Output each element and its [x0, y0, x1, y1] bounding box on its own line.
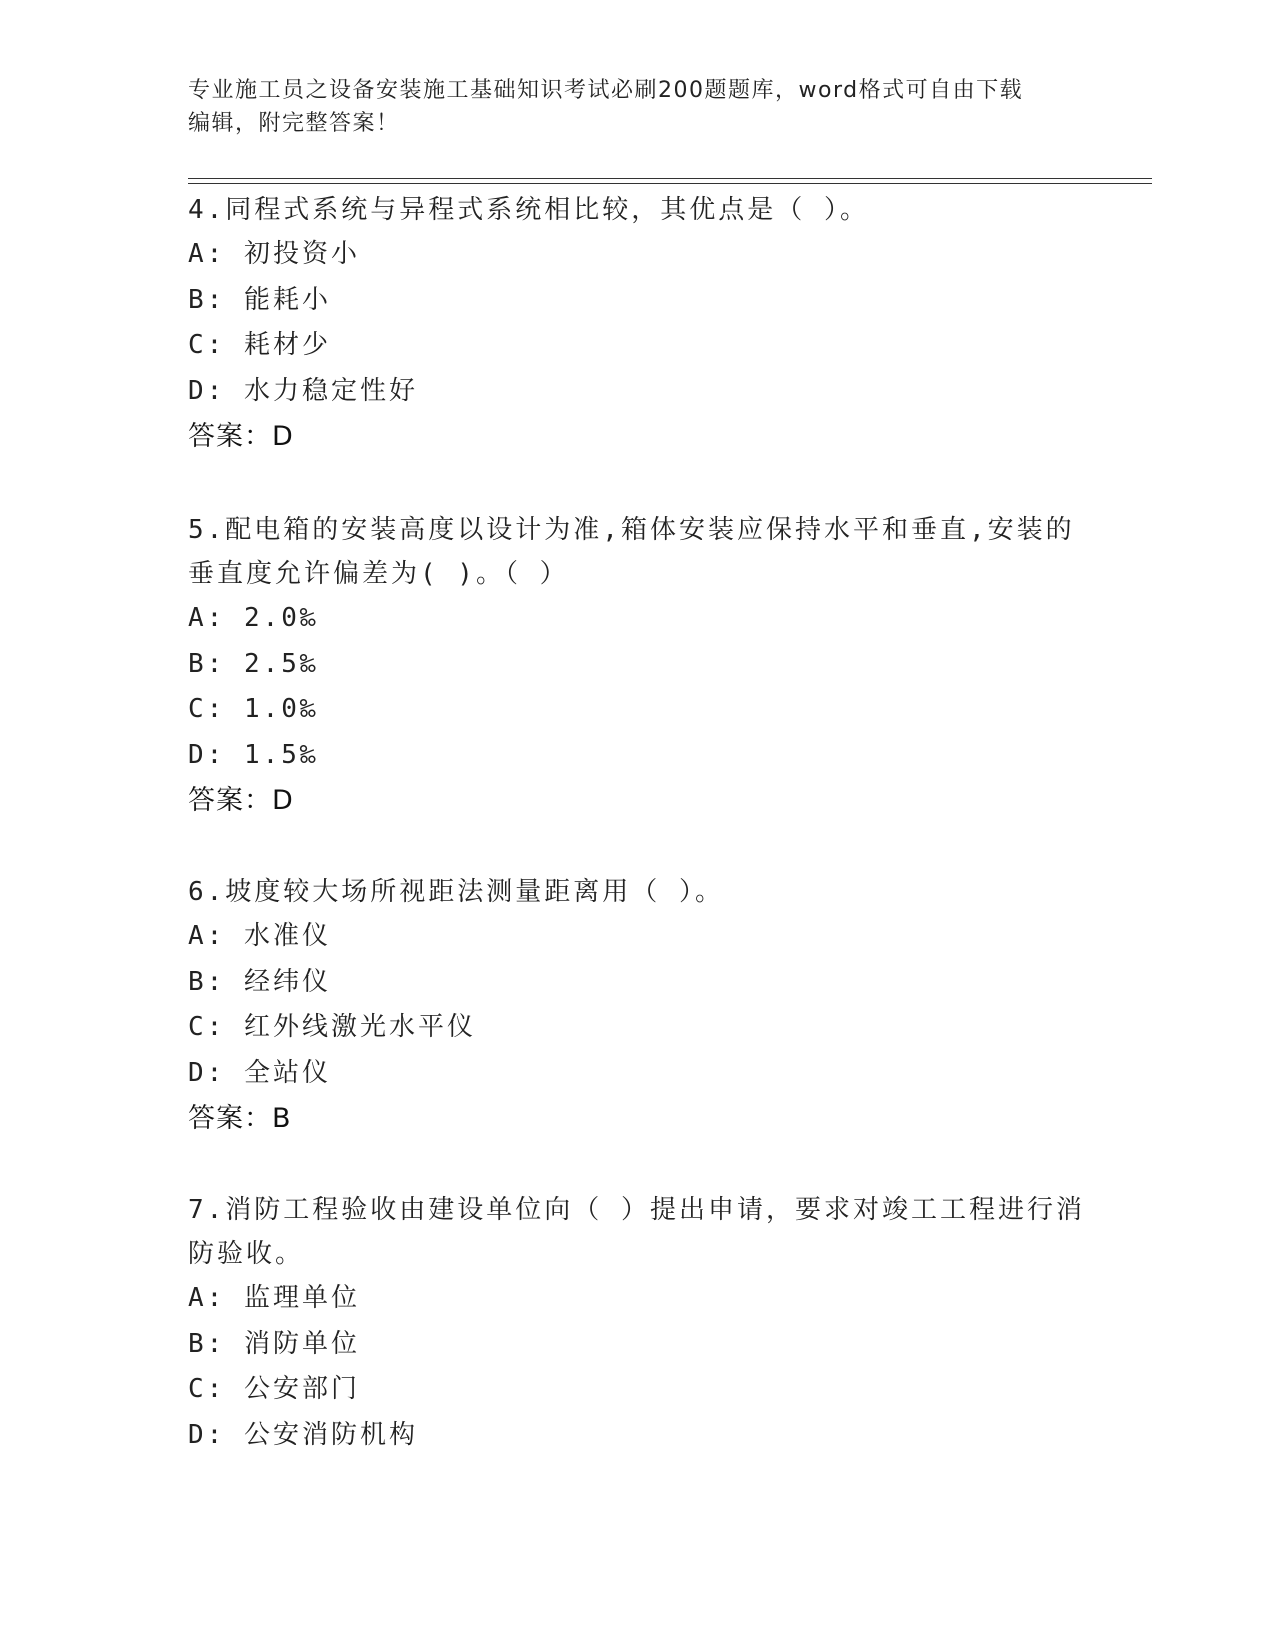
option-a: A: 水准仪: [188, 921, 331, 951]
answer-line: 答案：D: [188, 421, 294, 452]
question-block: [188, 1188, 1088, 1458]
option-d: D: 全站仪: [188, 1057, 331, 1088]
answer-line: 答案：D: [188, 785, 294, 816]
question-stem-line-2: 防验收。: [188, 1239, 305, 1269]
question-block: [188, 188, 1088, 460]
header-title-line-2: 编辑，附完整答案！: [188, 111, 400, 136]
option-b: B: 经纬仪: [188, 966, 331, 997]
option-c: C: 公安部门: [188, 1374, 360, 1404]
question-block: [188, 508, 1088, 824]
header-divider-top: [188, 178, 1152, 179]
option-a: A: 2.0‰: [188, 603, 319, 633]
header-divider-bottom: [188, 183, 1152, 184]
question-block: [188, 870, 1088, 1142]
question-stem-line-1: 7.消防工程验收由建设单位向（ ）提出申请，要求对竣工工程进行消: [188, 1195, 1085, 1225]
option-c: C: 耗材少: [188, 330, 331, 360]
option-d: D: 水力稳定性好: [188, 375, 418, 406]
option-a: A: 初投资小: [188, 239, 360, 269]
option-b: B: 2.5‰: [188, 648, 319, 679]
option-b: B: 能耗小: [188, 284, 331, 315]
option-a: A: 监理单位: [188, 1283, 360, 1313]
option-d: D: 公安消防机构: [188, 1419, 418, 1450]
document-header: [188, 74, 1088, 140]
option-c: C: 红外线激光水平仪: [188, 1012, 476, 1042]
option-b: B: 消防单位: [188, 1328, 360, 1359]
question-stem-line-2: 垂直度允许偏差为( )。（ ）: [188, 559, 569, 589]
option-d: D: 1.5‰: [188, 739, 319, 770]
question-stem-line-1: 5.配电箱的安装高度以设计为准,箱体安装应保持水平和垂直,安装的: [188, 515, 1075, 545]
question-stem: 4.同程式系统与异程式系统相比较，其优点是（ ）。: [188, 195, 869, 225]
option-c: C: 1.0‰: [188, 694, 319, 724]
answer-line: 答案：B: [188, 1103, 292, 1134]
question-stem: 6.坡度较大场所视距法测量距离用（ ）。: [188, 877, 724, 907]
header-title-line-1: 专业施工员之设备安装施工基础知识考试必刷200题题库，word格式可自由下载: [188, 78, 1024, 103]
